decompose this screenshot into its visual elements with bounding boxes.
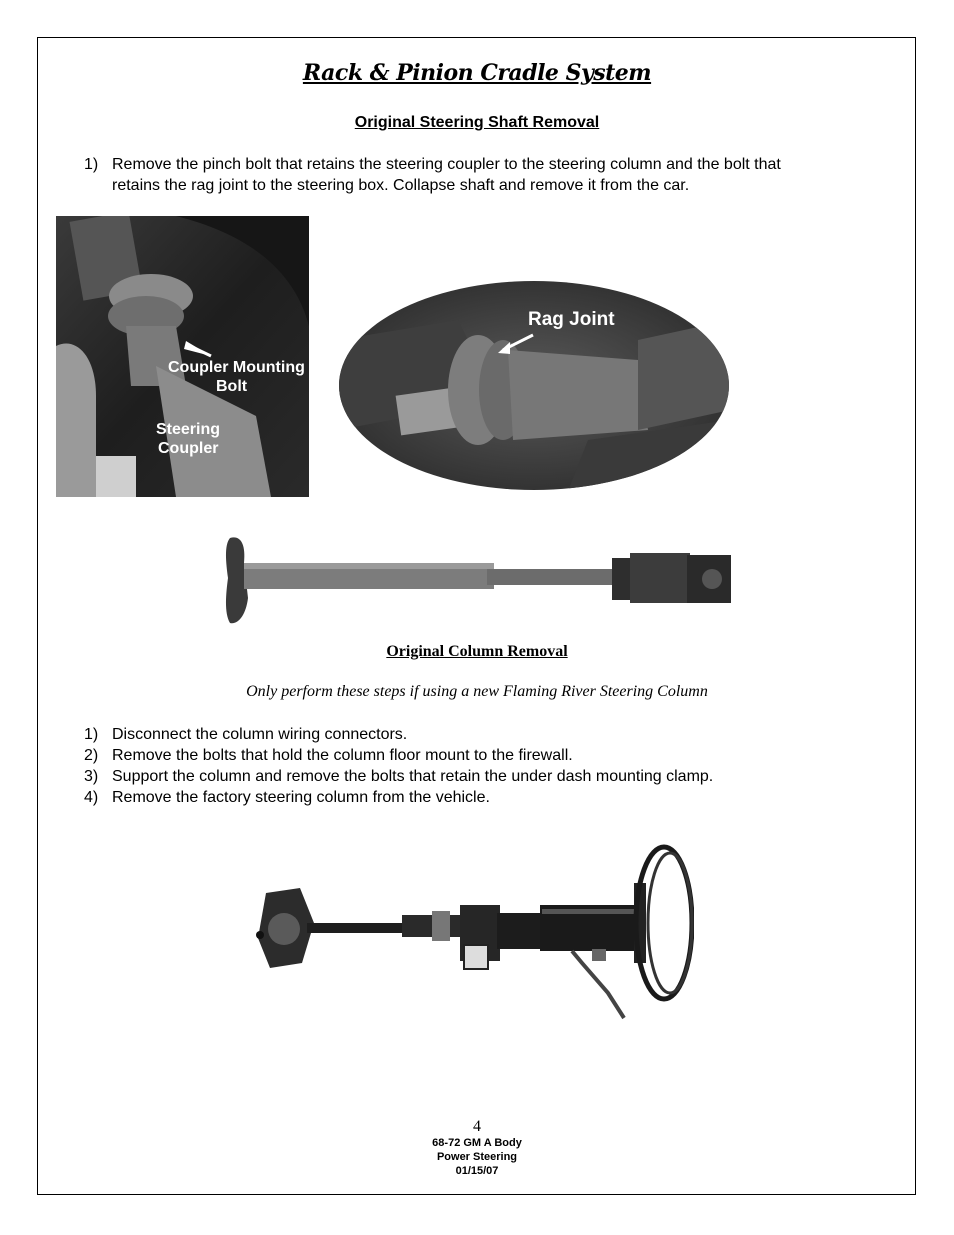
- steering-coupler-photo: [56, 216, 309, 497]
- rag-joint-label: Rag Joint: [528, 309, 615, 330]
- step-text: Remove the factory steering column from the vehicle.: [112, 789, 490, 806]
- step-text-line-1: Remove the pinch bolt that retains the steering coupler to the steering column and the bolt that: [112, 156, 781, 173]
- footer-line-1: 68-72 GM A Body: [432, 1137, 522, 1149]
- step-text: Remove the bolts that hold the column floor mount to the firewall.: [112, 747, 573, 764]
- section-heading-shaft-removal: Original Steering Shaft Removal: [354, 114, 600, 131]
- bolt-label: Bolt: [216, 378, 248, 395]
- list-item: [84, 787, 884, 808]
- step-text: Disconnect the column wiring connectors.: [112, 726, 408, 743]
- rag-joint-photo: [338, 280, 730, 491]
- step-number: 1): [84, 156, 99, 173]
- list-item: [84, 745, 884, 766]
- steering-label: Steering: [156, 421, 221, 438]
- step-number: 3): [84, 768, 99, 785]
- step-text-line-2: retains the rag joint to the steering box. Collapse shaft and remove it from the car.: [112, 177, 690, 194]
- section-heading-column-removal: Original Column Removal: [386, 643, 568, 660]
- page-footer: [0, 1118, 954, 1178]
- page-number: 4: [473, 1118, 481, 1135]
- step-number: 1): [84, 726, 99, 743]
- page-title: Rack & Pinion Cradle System: [302, 60, 652, 86]
- footer-line-3: 01/15/07: [455, 1165, 499, 1177]
- shaft-removal-steps: [84, 154, 884, 196]
- footer-line-2: Power Steering: [436, 1151, 518, 1163]
- list-item: [84, 766, 884, 787]
- step-number: 4): [84, 789, 99, 806]
- step-number: 2): [84, 747, 99, 764]
- coupler-label: Coupler: [158, 440, 219, 457]
- step-text: Support the column and remove the bolts that retain the under dash mounting clamp.: [112, 768, 714, 785]
- list-item: [84, 154, 884, 196]
- steering-shaft-photo: [222, 533, 737, 628]
- column-removal-note: Only perform these steps if using a new Flaming River Steering Column: [246, 683, 708, 700]
- column-removal-steps: [84, 724, 884, 808]
- coupler-mounting-label: Coupler Mounting: [168, 359, 305, 376]
- steering-column-photo: [252, 843, 694, 1028]
- list-item: [84, 724, 884, 745]
